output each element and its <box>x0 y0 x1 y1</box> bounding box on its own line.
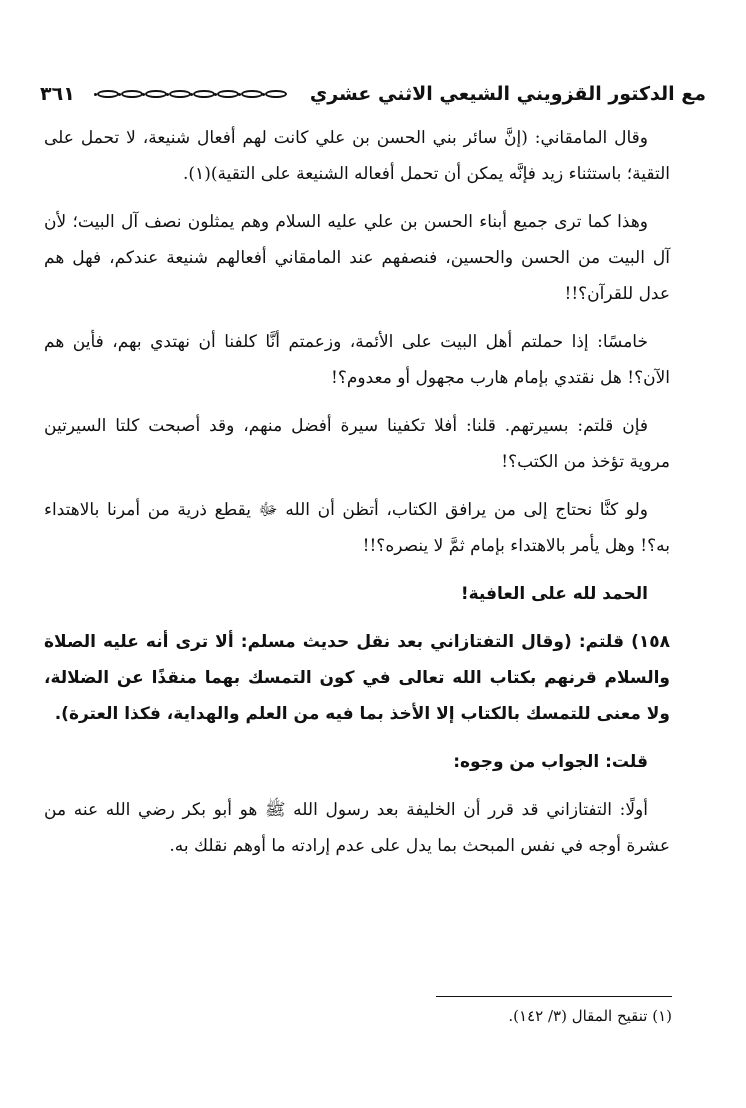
footnote-divider <box>436 996 672 997</box>
paragraph-their-biography: فإن قلتم: بسيرتهم. قلنا: أفلا تكفينا سيرة أفضل منهم، وقد أصبحت كلتا السيرتين مروية تؤخذ من الكتب؟! <box>44 416 670 472</box>
paragraph-companion-of-book: ولو كنَّا نحتاج إلى من يرافق الكتاب، أتظن أن الله ﷻ يقطع ذرية من أمرنا بالاهتداء به؟! وهل يأمر بالاهتداء بإمام ثمَّ لا ينصره؟!! <box>44 500 670 556</box>
paragraph-sons-of-hasan: وهذا كما ترى جميع أبناء الحسن بن علي عليه السلام وهم يمثلون نصف آل البيت؛ لأن آل البيت من الحسن والحسين، فنصفهم عند المامقاني أفعالهم شنيعة عندكم، فهل هم عدل للقرآن؟!! <box>44 212 670 304</box>
page-body <box>44 120 670 864</box>
paragraph-first-answer: أولًا: التفتازاني قد قرر أن الخليفة بعد رسول الله ﷺ هو أبو بكر رضي الله عنه من عشرة أوجه في نفس المبحث بما يدل على عدم إرادته ما أوهم نقلك به. <box>44 800 670 856</box>
running-header <box>40 74 706 114</box>
ornament-segment <box>193 90 215 98</box>
paragraph-mamaqani-quote: وقال المامقاني: (إنَّ سائر بني الحسن بن علي كانت لهم أفعال شنيعة، لا تحمل على التقية؛ باستثناء زيد فإنَّه يمكن أن تحمل أفعاله الشنيعة على التقية)(١). <box>44 128 670 184</box>
ornament-segment <box>145 90 167 98</box>
ornament-segment <box>241 90 263 98</box>
ornament-segment <box>121 90 143 98</box>
footnote: (١) تنقيح المقال (٣/ ١٤٢). <box>508 1007 672 1025</box>
paragraph-taftazani-quote: ١٥٨) قلتم: (وقال التفتازاني بعد نقل حديث مسلم: ألا ترى أنه عليه الصلاة والسلام قرنهم بكتاب الله تعالى في كون التمسك بهما منقذًا عن الضلالة، ولا معنى للتمسك بالكتاب إلا الأخذ بما فيه من العلم والهداية، فكذا العترة). <box>44 632 670 724</box>
page-number: ٣٦١ <box>40 83 75 105</box>
header-ornament <box>97 90 287 98</box>
ornament-segment <box>169 90 191 98</box>
paragraph-answer-heading: قلت: الجواب من وجوه: <box>453 752 648 772</box>
ornament-segment <box>217 90 239 98</box>
paragraph-fifth-point: خامسًا: إذا حملتم أهل البيت على الأئمة، وزعمتم أنَّا كلفنا أن نهتدي بهم، فأين هم الآن؟! هل نقتدي بإمام هارب مجهول أو معدوم؟! <box>44 332 670 388</box>
ornament-segment <box>97 90 119 98</box>
ornament-segment <box>265 90 287 98</box>
header-title: مع الدكتور القزويني الشيعي الاثني عشري <box>309 83 706 105</box>
paragraph-praise: الحمد لله على العافية! <box>460 584 648 604</box>
